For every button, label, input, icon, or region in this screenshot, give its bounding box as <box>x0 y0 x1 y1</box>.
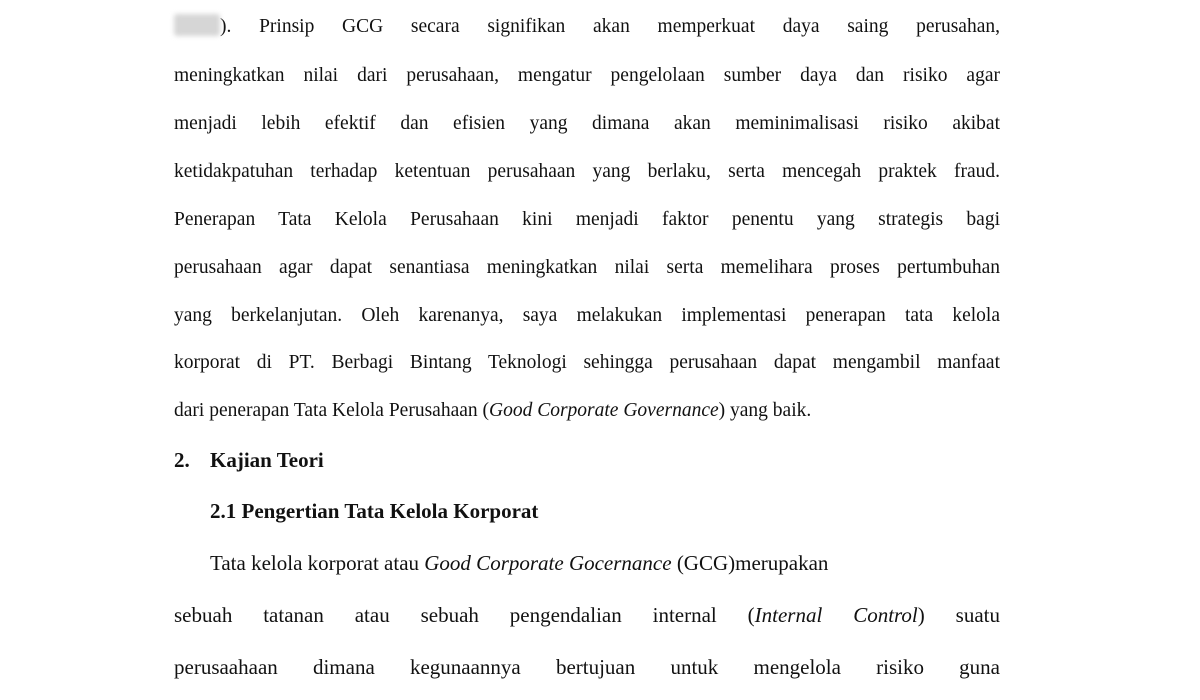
paragraph-line: dari penerapan Tata Kelola Perusahaan (Good Corporate Governance) yang baik. <box>174 400 812 421</box>
section-heading <box>174 445 324 475</box>
italic-term: Internal Control <box>754 603 918 627</box>
section-number: 2. <box>174 448 190 472</box>
subsection-heading: 2.1 Pengertian Tata Kelola Korporat <box>210 499 539 523</box>
italic-term: Good Corporate Gocernance <box>424 551 672 575</box>
paragraph-line: sebuah tatanan atau sebuah pengendalian internal (Internal Control) suatu <box>174 603 1000 627</box>
redacted-text <box>174 14 220 36</box>
paragraph-line: meningkatkan nilai dari perusahaan, mengatur pengelolaan sumber daya dan risiko agar <box>174 65 1000 86</box>
paragraph-line: yang berkelanjutan. Oleh karenanya, saya melakukan implementasi penerapan tata kelola <box>174 305 1000 326</box>
paragraph-line: Penerapan Tata Kelola Perusahaan kini menjadi faktor penentu yang strategis bagi <box>174 209 1000 230</box>
paragraph-line: ). Prinsip GCG secara signifikan akan memperkuat daya saing perusahan, <box>174 13 1000 41</box>
paragraph-line: perusaahaan dimana kegunaannya bertujuan untuk mengelola risiko guna <box>174 655 1000 679</box>
section-title: Kajian Teori <box>210 448 324 472</box>
paragraph-line: perusahaan agar dapat senantiasa meningkatkan nilai serta memelihara proses pertumbuhan <box>174 257 1000 278</box>
italic-term: Good Corporate Governance <box>489 400 719 421</box>
paragraph-line: menjadi lebih efektif dan efisien yang dimana akan meminimalisasi risiko akibat <box>174 113 1000 134</box>
paragraph-line: ketidakpatuhan terhadap ketentuan perusahaan yang berlaku, serta mencegah praktek fraud. <box>174 161 1000 182</box>
paragraph-line: korporat di PT. Berbagi Bintang Teknologi sehingga perusahaan dapat mengambil manfaat <box>174 352 1000 373</box>
paragraph-line: Tata kelola korporat atau Good Corporate Gocernance (GCG)merupakan <box>210 551 829 575</box>
